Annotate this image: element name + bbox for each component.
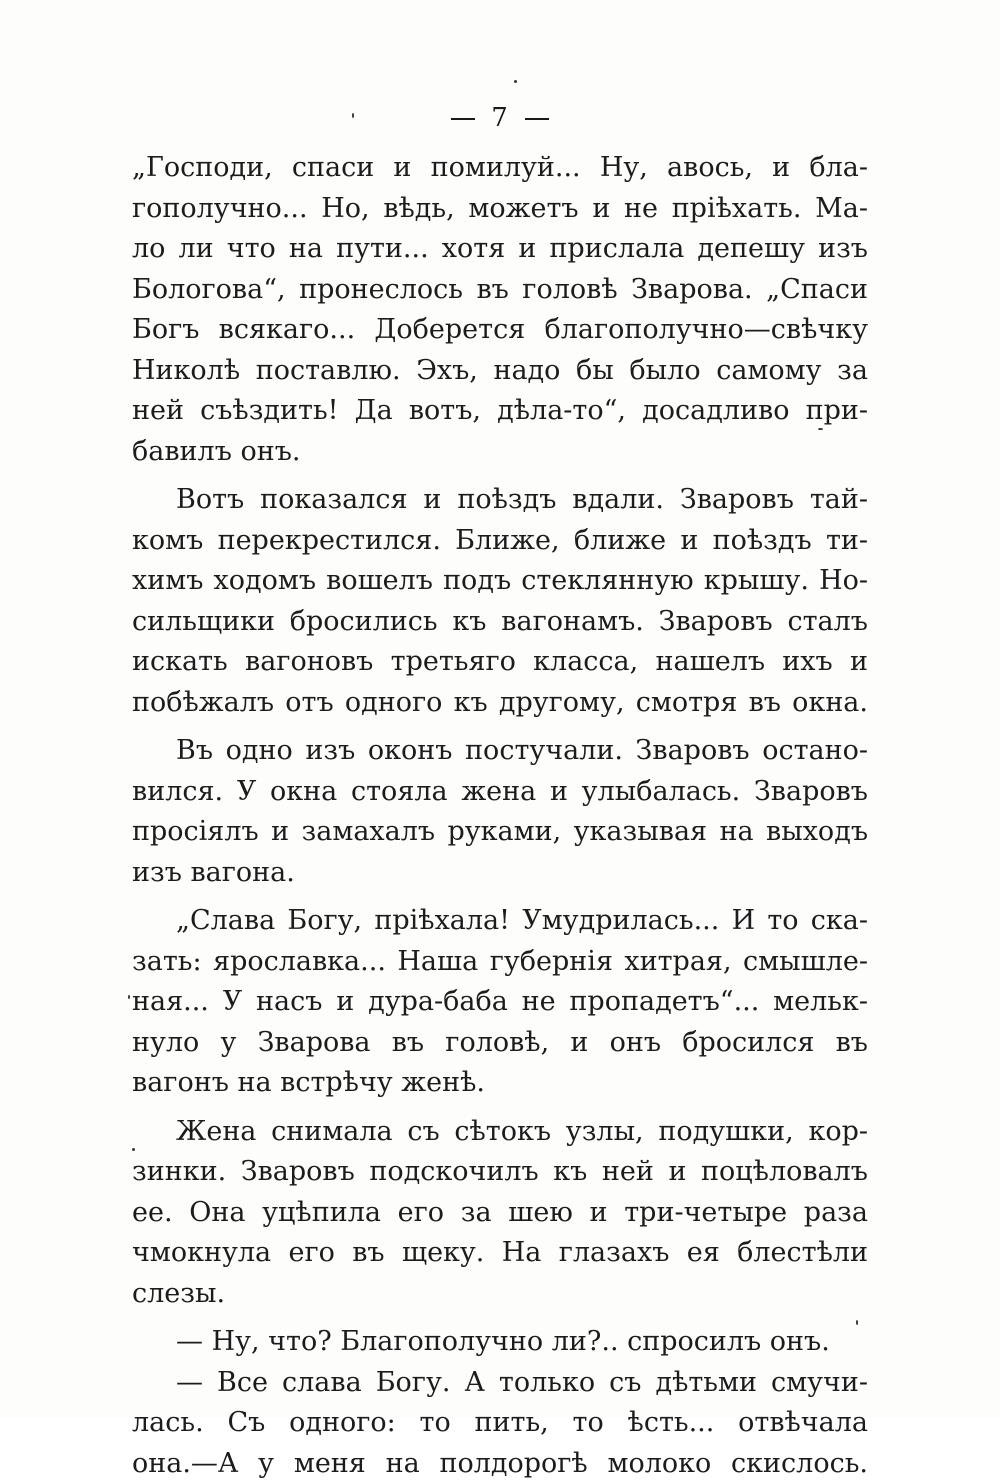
text-line: химъ ходомъ вошелъ подъ стеклянную крышу. Но- (132, 561, 868, 602)
text-line: зать: ярославка... Наша губернія хитрая, смышле- (132, 942, 868, 983)
text-line: — Ну, что? Благополучно ли?.. спросилъ онъ. (132, 1322, 868, 1363)
paragraph-1 (132, 148, 868, 472)
text-line: — Все слава Богу. А только съ дѣтьми смучи- (132, 1363, 868, 1404)
text-line: Богъ всякаго... Доберется благополучно—свѣчку (132, 310, 868, 351)
text-line: ней съѣздить! Да вотъ, дѣла-то“, досадливо при- (132, 391, 868, 432)
text-line: вагонъ на встрѣчу женѣ. (132, 1063, 868, 1104)
body-text (132, 148, 868, 1484)
text-line: вился. У окна стояла жена и улыбалась. Зваровъ (132, 772, 868, 813)
text-line: Николѣ поставлю. Эхъ, надо бы было самому за (132, 351, 868, 392)
scan-speck (818, 428, 823, 430)
paragraph-2 (132, 480, 868, 723)
paragraph-4 (132, 901, 868, 1104)
page-number-left-dash (451, 118, 475, 120)
page-number (0, 103, 1000, 133)
text-line: Бологова“, пронеслось въ головѣ Зварова. „Спаси (132, 270, 868, 311)
text-line: она.—А у меня на полдорогѣ молоко скислось. (132, 1444, 868, 1484)
text-line: лась. Съ одного: то пить, то ѣсть... отвѣчала (132, 1403, 868, 1444)
text-line: слезы. (132, 1274, 868, 1315)
text-line: бавилъ онъ. (132, 432, 868, 473)
paragraph-7 (132, 1363, 868, 1484)
text-line: комъ перекрестился. Ближе, ближе и поѣздъ ти- (132, 521, 868, 562)
text-line: „Слава Богу, пріѣхала! Умудрилась... И то ска- (132, 901, 868, 942)
text-line: Вотъ показался и поѣздъ вдали. Зваровъ тай- (132, 480, 868, 521)
text-line: искать вагоновъ третьяго класса, нашелъ ихъ и (132, 642, 868, 683)
text-line: Жена снимала съ сѣтокъ узлы, подушки, кор- (132, 1112, 868, 1153)
text-line: зинки. Зваровъ подскочилъ къ ней и поцѣловалъ (132, 1152, 868, 1193)
scan-speck (514, 80, 517, 83)
text-line: изъ вагона. (132, 853, 868, 894)
text-line: сильщики бросились къ вагонамъ. Зваровъ сталъ (132, 602, 868, 643)
text-line: побѣжалъ отъ одного къ другому, смотря въ окна. (132, 683, 868, 724)
paragraph-3 (132, 731, 868, 893)
page-number-right-dash (525, 118, 549, 120)
scan-speck (128, 995, 130, 999)
text-line: просіялъ и замахалъ руками, указывая на выходъ (132, 812, 868, 853)
scan-speck (352, 113, 354, 118)
paragraph-6 (132, 1322, 868, 1363)
text-line: ная... У насъ и дура-баба не пропадетъ“... мельк- (132, 982, 868, 1023)
page-number-value: 7 (491, 103, 509, 133)
text-line: гополучно... Но, вѣдь, можетъ и не пріѣхать. Ма- (132, 189, 868, 230)
text-line: Въ одно изъ оконъ постучали. Зваровъ остано- (132, 731, 868, 772)
text-line: нуло у Зварова въ головѣ, и онъ бросился въ (132, 1023, 868, 1064)
text-line: ее. Она уцѣпила его за шею и три-четыре раза (132, 1193, 868, 1234)
text-line: чмокнула его въ щеку. На глазахъ ея блестѣли (132, 1233, 868, 1274)
text-line: ло ли что на пути... хотя и прислала депешу изъ (132, 229, 868, 270)
text-line: „Господи, спаси и помилуй... Ну, авось, и бла- (132, 148, 868, 189)
scan-speck (132, 1148, 135, 1151)
scan-speck (856, 1320, 858, 1325)
paragraph-5 (132, 1112, 868, 1315)
